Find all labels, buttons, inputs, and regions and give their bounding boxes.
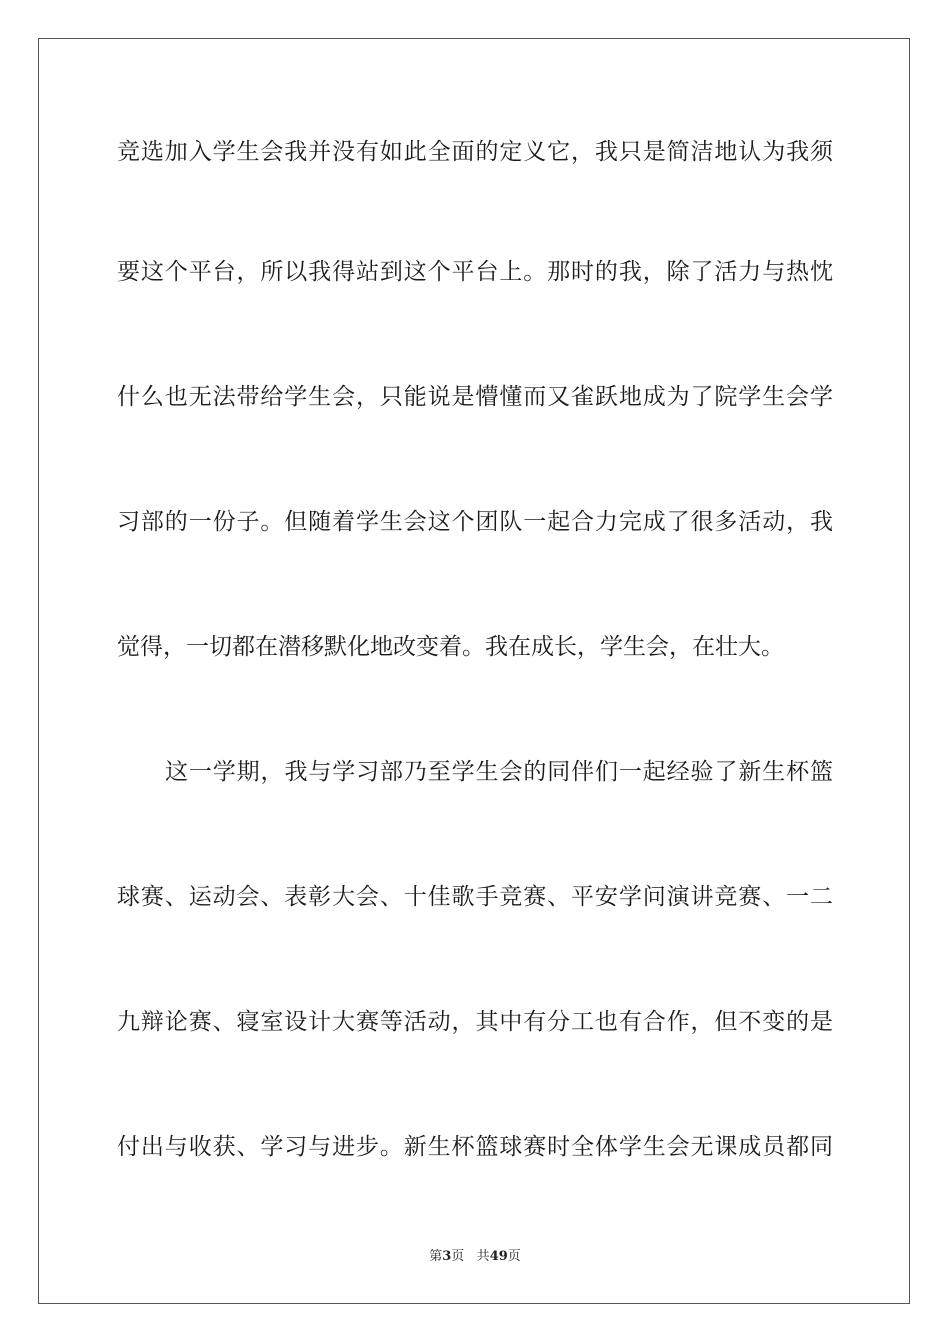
paragraph-line: 竞选加入学生会我并没有如此全面的定义它，我只是简洁地认为我须 [117,139,834,165]
total-pages: 49 [489,1249,508,1264]
page-number: 3 [442,1249,452,1264]
paragraph-line: 球赛、运动会、表彰大会、十佳歌手竞赛、平安学问演讲竞赛、一二 [117,884,834,910]
paragraph-line: 要这个平台，所以我得站到这个平台上。那时的我，除了活力与热忱 [117,259,834,285]
page-border [38,38,910,1304]
paragraph-line: 付出与收获、学习与进步。新生杯篮球赛时全体学生会无课成员都同 [117,1134,834,1160]
paragraph-line: 什么也无法带给学生会，只能说是懵懂而又雀跃地成为了院学生会学 [117,384,834,410]
paragraph-line: 九辩论赛、寝室设计大赛等活动，其中有分工也有合作，但不变的是 [117,1009,834,1035]
page-footer [0,1248,950,1266]
total-prefix: 共 [476,1249,490,1264]
total-suffix: 页 [507,1249,521,1264]
paragraph-line-indented: 这一学期，我与学习部乃至学生会的同伴们一起经验了新生杯篮 [165,759,834,785]
paragraph-line: 觉得，一切都在潜移默化地改变着。我在成长，学生会，在壮大。 [117,634,784,660]
page-prefix: 第 [429,1249,443,1264]
paragraph-line: 习部的一份子。但随着学生会这个团队一起合力完成了很多活动，我 [117,509,834,535]
page-suffix: 页 [451,1249,465,1264]
